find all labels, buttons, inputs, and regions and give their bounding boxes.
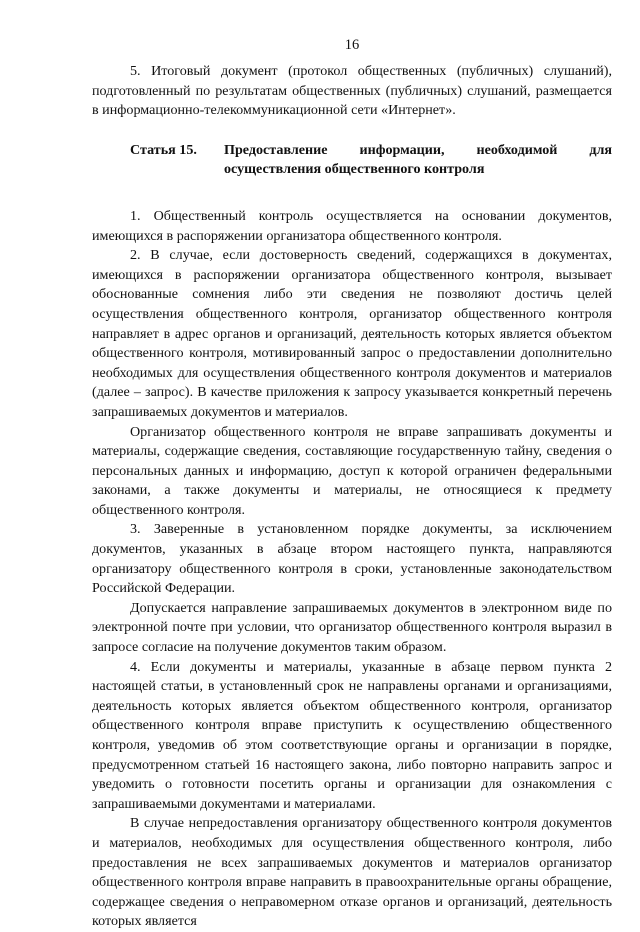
paragraph-item-2: 2. В случае, если достоверность сведений, содержащихся в документах, имеющихся в распоряжении организатора общественного контроля, вызывает обоснованные сомнения либо эти сведения не позволяют достичь целей осуществления общественного контроля, организатор общественного контроля направляет в адрес органов и организаций, деятельность которых является объектом общественного контроля, мотивированный запрос о предоставлении дополнительно необходимых для осуществления общественного контроля документов и материалов (далее – запрос). В качестве приложения к запросу указывается конкретный перечень запрашиваемых документов и материалов. xyxy=(92,247,612,420)
article-heading xyxy=(92,141,612,180)
paragraph-item-2-continued: Организатор общественного контроля не вправе запрашивать документы и материалы, содержащие сведения, составляющие государственную тайну, сведения о персональных данных и информацию, доступ к которой ограничен федеральными законами, а также документы и материалы, не относящиеся к предмету общественного контроля. xyxy=(92,423,612,518)
paragraph-item-3-continued: Допускается направление запрашиваемых документов в электронном виде по электронной почте при условии, что организатор общественного контроля выразил в запросе согласие на получение документов таким образом. xyxy=(92,599,612,656)
paragraph-item-4: 4. Если документы и материалы, указанные в абзаце первом пункта 2 настоящей статьи, в установленный срок не направлены органами и организациями, деятельность которых является объектом общественного контроля, организатор общественного контроля вправе приступить к осуществлению общественного контроля, уведомив об этом соответствующие органы и организации в порядке, предусмотренном статьей 16 настоящего закона, либо повторно направить запрос и уведомить о готовности посетить органы и организации для ознакомления с запрашиваемыми документами и материалами. xyxy=(92,658,612,812)
page-number: 16 xyxy=(344,37,360,53)
paragraph-item-1: 1. Общественный контроль осуществляется на основании документов, имеющихся в распоряжении организатора общественного контроля. xyxy=(92,207,612,244)
document-page xyxy=(92,0,612,932)
paragraph-item-3: 3. Заверенные в установленном порядке документы, за исключением документов, указанных в абзаце втором настоящего пункта, направляются организатору общественного контроля в сроки, установленные законодательством Российской Федерации. xyxy=(92,521,612,597)
article-title: Предоставление информации, необходимой для осуществления общественного контроля xyxy=(224,141,612,178)
paragraph-item-5: 5. Итоговый документ (протокол общественных (публичных) слушаний), подготовленный по результатам общественных (публичных) слушаний, размещается в информационно-телекоммуникационной сети «Интернет». xyxy=(92,63,612,119)
paragraph-item-4-continued: В случае непредоставления организатору общественного контроля документов и материалов, необходимых для осуществления общественного контроля, либо предоставления не всех запрашиваемых документов и материалов организатор общественного контроля вправе направить в правоохранительные органы обращение, содержащее сведения о неправомерном отказе органов и организаций, деятельность которых является xyxy=(92,815,612,930)
article-number: Статья 15. xyxy=(130,141,197,158)
